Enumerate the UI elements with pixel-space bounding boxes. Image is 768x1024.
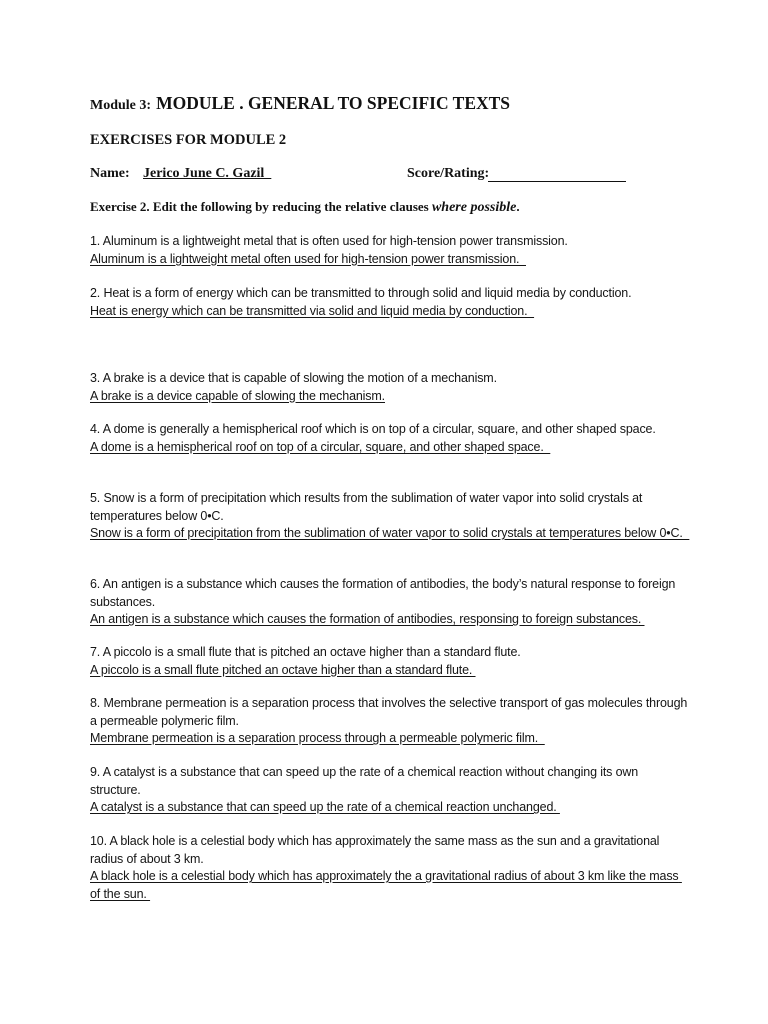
exercises-heading: EXERCISES FOR MODULE 2 xyxy=(90,132,287,148)
exercise-item-5 xyxy=(90,490,690,543)
original-sentence: 5. Snow is a form of precipitation which results from the sublimation of water vapor into solid crystals at temperatures below 0•C. xyxy=(90,491,643,523)
exercise-item-3 xyxy=(90,370,690,405)
exercise-item-2 xyxy=(90,285,690,320)
original-sentence: 2. Heat is a form of energy which can be transmitted to through solid and liquid media by conduction. xyxy=(90,286,632,300)
edited-answer: A dome is a hemispherical roof on top of a circular, square, and other shaped space. xyxy=(90,439,551,454)
original-sentence: 9. A catalyst is a substance that can speed up the rate of a chemical reaction without changing its own structure. xyxy=(90,765,639,797)
instructions-end: . xyxy=(516,199,520,214)
edited-answer: Aluminum is a lightweight metal often used for high-tension power transmission. xyxy=(90,251,526,266)
student-name: Jerico June C. Gazil xyxy=(143,166,272,181)
score-blank-line xyxy=(488,171,626,182)
exercise-item-7 xyxy=(90,644,690,679)
edited-answer: Snow is a form of precipitation from the sublimation of water vapor to solid crystals at temperatures below 0•C. xyxy=(90,526,690,540)
name-score-line xyxy=(90,166,490,182)
original-sentence: 10. A black hole is a celestial body which has approximately the same mass as the sun and a gravitational radius of about 3 km. xyxy=(90,834,660,866)
exercise-instructions xyxy=(90,199,520,216)
module-heading xyxy=(90,93,510,114)
score-label: Score/Rating: xyxy=(407,166,490,181)
original-sentence: 4. A dome is generally a hemispherical roof which is on top of a circular, square, and other shaped space. xyxy=(90,422,656,436)
name-label: Name: xyxy=(90,166,130,181)
edited-answer: A brake is a device capable of slowing the mechanism. xyxy=(90,388,385,403)
instructions-emphasis: where possible xyxy=(431,200,517,215)
edited-answer: An antigen is a substance which causes the formation of antibodies, responsing to foreign substances. xyxy=(90,612,645,626)
edited-answer: A black hole is a celestial body which has approximately the a gravitational radius of about 3 km like the mass of the sun. xyxy=(90,869,682,901)
original-sentence: 6. An antigen is a substance which causes the formation of antibodies, the body’s natural response to foreign substances. xyxy=(90,577,676,609)
original-sentence: 8. Membrane permeation is a separation process that involves the selective transport of gas molecules through a permeable polymeric film. xyxy=(90,696,688,728)
original-sentence: 3. A brake is a device that is capable of slowing the motion of a mechanism. xyxy=(90,371,497,385)
edited-answer: A piccolo is a small flute pitched an octave higher than a standard flute. xyxy=(90,662,476,677)
edited-answer: A catalyst is a substance that can speed up the rate of a chemical reaction unchanged. xyxy=(90,800,560,814)
module-title: MODULE . GENERAL TO SPECIFIC TEXTS xyxy=(156,93,511,113)
exercise-item-4 xyxy=(90,421,690,456)
instructions-text: Exercise 2. Edit the following by reducing the relative clauses xyxy=(90,199,432,214)
exercise-item-6 xyxy=(90,576,690,629)
exercise-item-10 xyxy=(90,833,690,903)
original-sentence: 7. A piccolo is a small flute that is pitched an octave higher than a standard flute. xyxy=(90,645,521,659)
original-sentence: 1. Aluminum is a lightweight metal that is often used for high-tension power transmission. xyxy=(90,234,568,248)
edited-answer: Membrane permeation is a separation process through a permeable polymeric film. xyxy=(90,731,545,745)
exercise-item-8 xyxy=(90,695,690,748)
edited-answer: Heat is energy which can be transmitted via solid and liquid media by conduction. xyxy=(90,303,535,318)
module-prefix: Module 3: xyxy=(90,98,152,113)
exercise-item-1 xyxy=(90,233,690,268)
exercise-item-9 xyxy=(90,764,690,817)
